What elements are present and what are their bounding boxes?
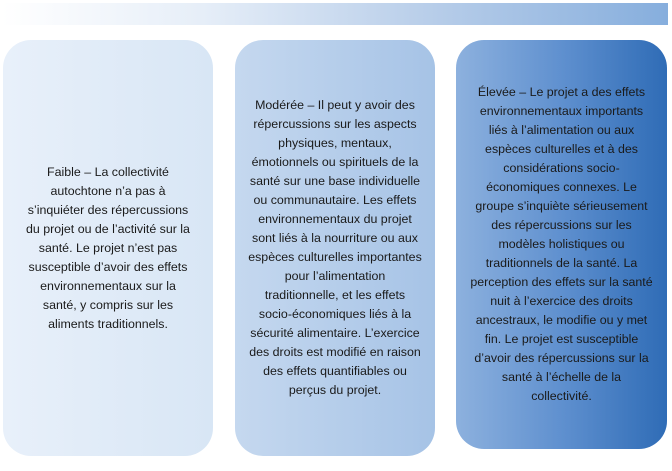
level-card-low [3, 40, 213, 456]
level-card-moderate [235, 40, 435, 456]
level-moderate-text: Modérée – Il peut y avoir des répercussions sur les aspects physiques, mentaux, émotionnels ou spirituels de la santé sur une base individuelle ou communautaire. Les effets environnementaux du projet sont liés à la nourriture ou aux espèces culturelles importantes pour l’alimentation traditionnelle, et les effets socio-économiques liés à la sécurité alimentaire. L’exercice des droits est modifié en raison des effets quantifiables ou perçus du projet. [248, 98, 422, 397]
level-high-text: Élevée – Le projet a des effets environnementaux importants liés à l’alimentation ou aux espèces culturelles et à des considérations socio-économiques connexes. Le groupe s’inquiète sérieusement des répercussions sur les modèles holistiques ou traditionnels de la santé. La perception des effets sur la santé nuit à l’exercice des droits ancestraux, le modifie ou y met fin. Le projet est susceptible d’avoir des répercussions sur la santé à l’échelle de la collectivité. [470, 85, 653, 403]
level-low-text: Faible – La collectivité autochtone n’a pas à s’inquiéter des répercussions du projet ou de l’activité sur la santé. Le projet n’est pas susceptible d’avoir des effets environnementaux sur la santé, y compris sur les aliments traditionnels. [26, 164, 190, 331]
gradient-header-bar [2, 3, 668, 25]
level-card-high [456, 40, 667, 449]
